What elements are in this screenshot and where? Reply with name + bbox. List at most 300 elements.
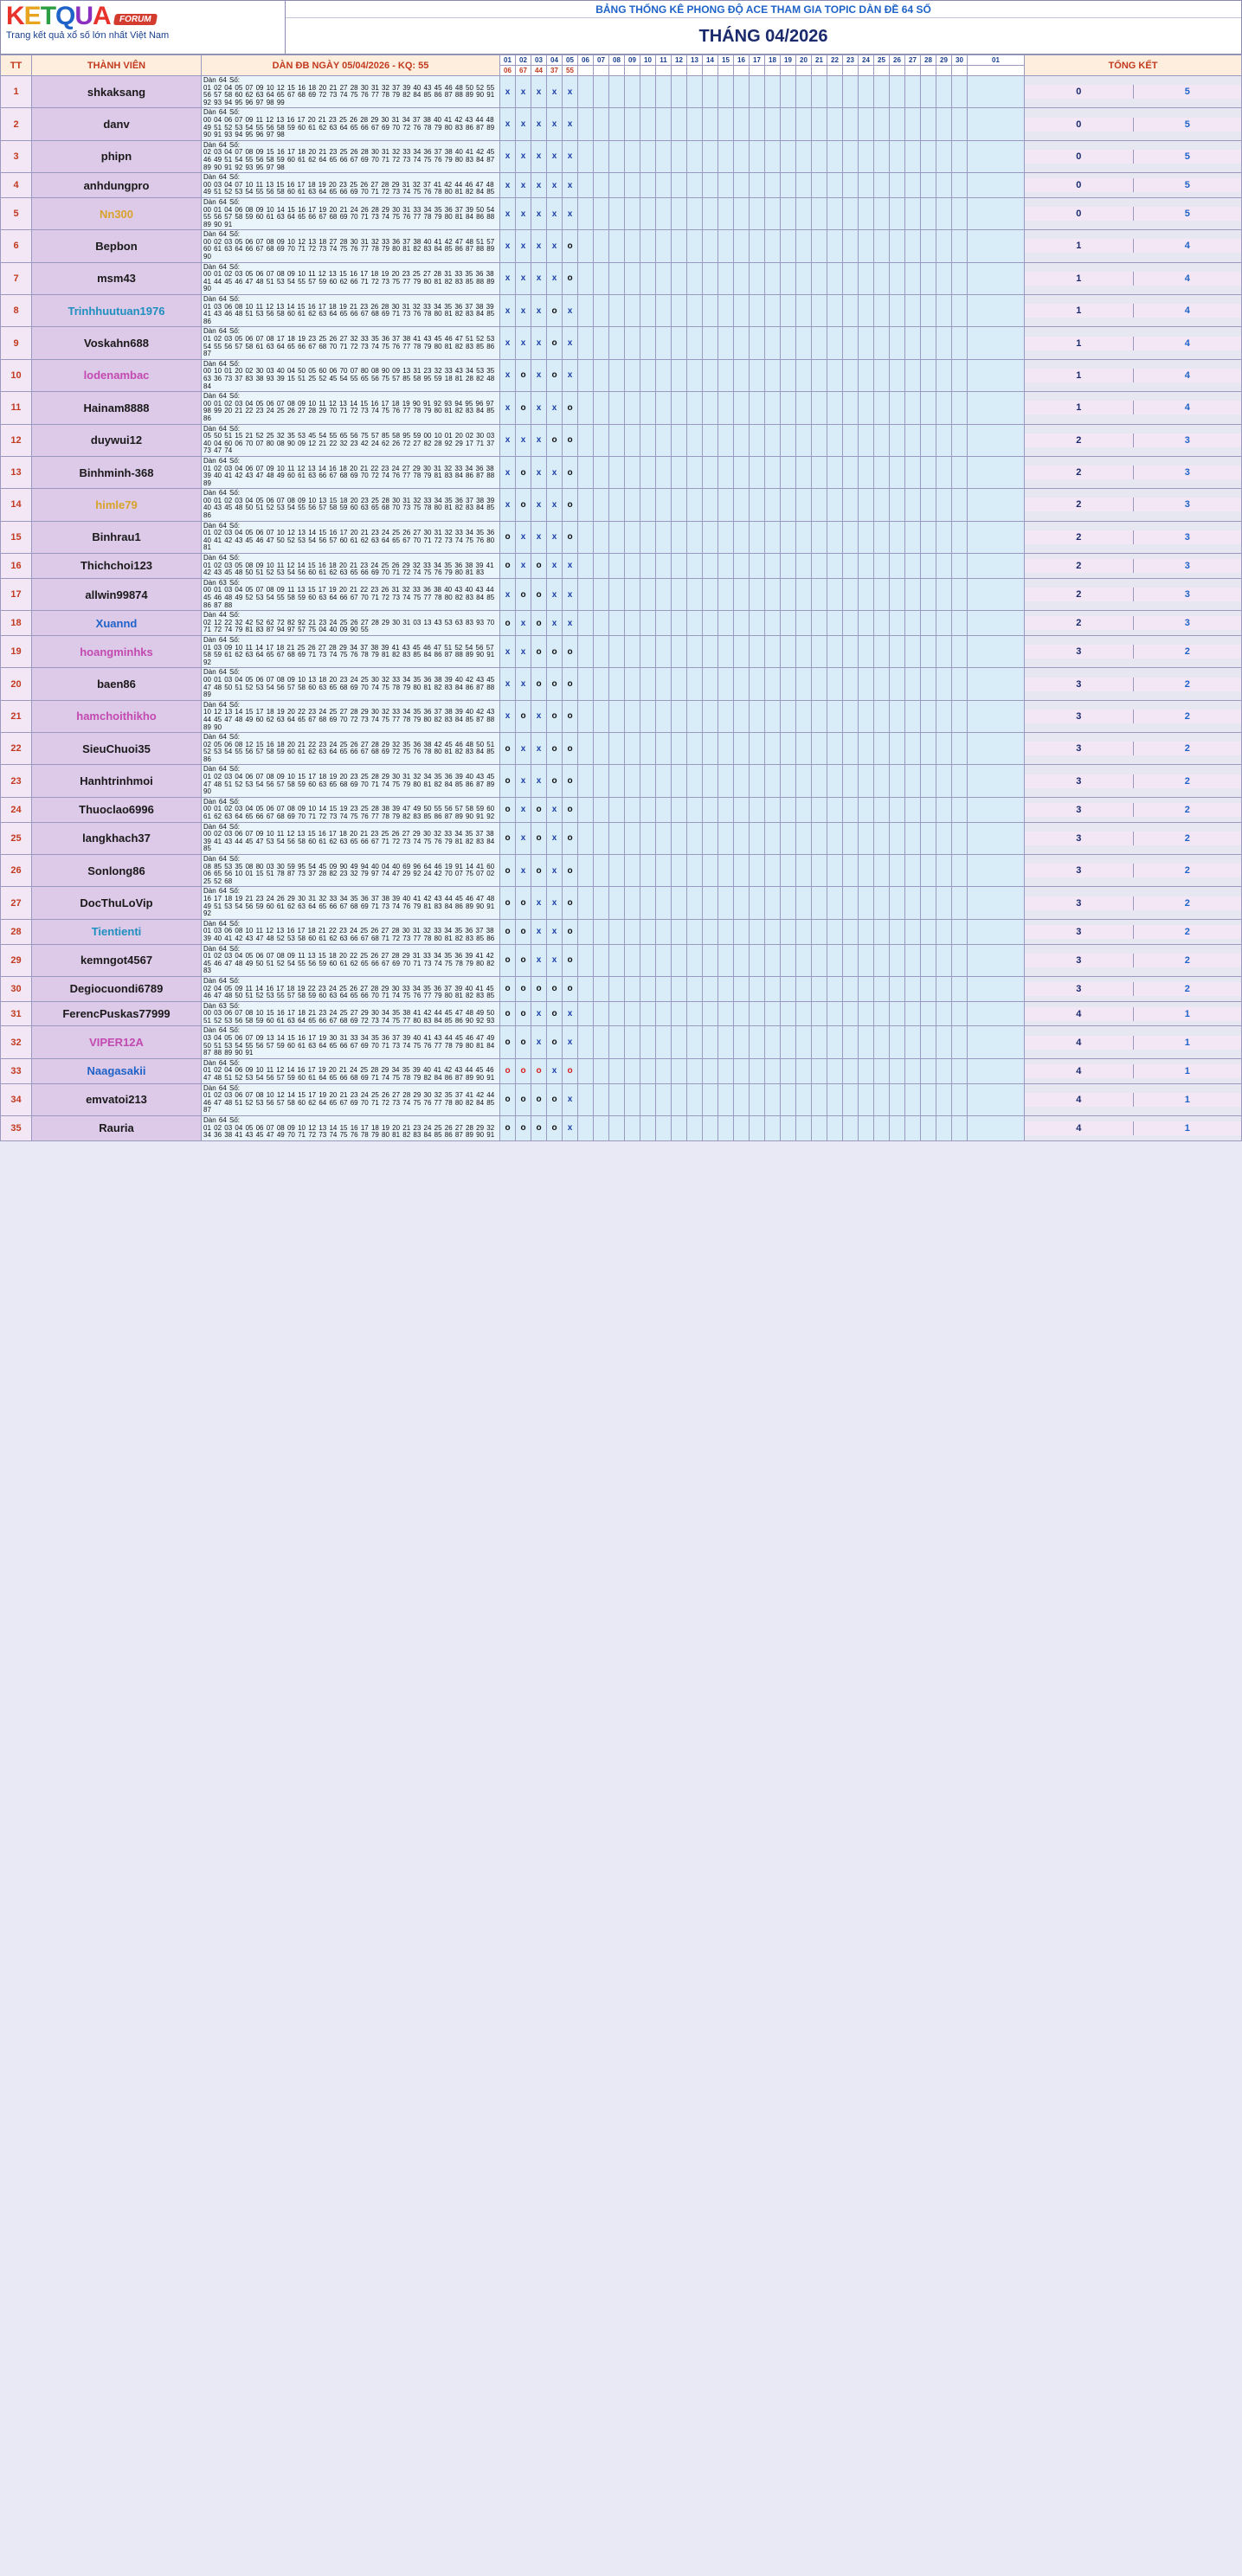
day-cell (859, 765, 874, 797)
day-cell (609, 1116, 625, 1141)
day-cell (672, 1001, 687, 1026)
member-name[interactable]: hoangminhks (32, 635, 202, 667)
member-name[interactable]: Voskahn688 (32, 327, 202, 359)
result-header (796, 66, 812, 76)
day-cell (609, 230, 625, 262)
day-cell (672, 327, 687, 359)
member-name[interactable]: shkaksang (32, 76, 202, 108)
day-cell: o (563, 489, 578, 521)
number-set-values: 00 03 06 07 08 10 15 16 17 18 21 23 24 25 27 29 30 34 35 38 41 42 44 45 47 48 49 50 51 52 53 56 58 59 60 61 63 64 65 66 67 68 69 72 73 74 75 77 80 83 84 85 86 90 92 93 (203, 1009, 495, 1025)
day-cell (859, 919, 874, 944)
member-name[interactable]: Nn300 (32, 197, 202, 229)
number-set-values: 01 02 03 04 05 06 07 08 09 11 13 15 18 20 22 25 26 27 28 29 31 33 34 35 36 39 41 42 45 46 47 48 49 50 51 52 54 55 56 59 60 61 62 65 66 67 69 70 71 73 74 75 78 79 80 82 83 (203, 952, 495, 975)
day-cell: o (547, 327, 563, 359)
day-header: 21 (812, 55, 827, 66)
day-cell (734, 424, 750, 456)
member-name[interactable]: duywui12 (32, 424, 202, 456)
day-cell (703, 855, 718, 887)
day-cell: x (531, 197, 547, 229)
day-cell (687, 489, 703, 521)
day-cell (921, 635, 936, 667)
day-cell (687, 944, 703, 976)
day-cell: x (516, 611, 531, 636)
day-cell (859, 295, 874, 327)
day-cell (578, 733, 594, 765)
number-set (202, 359, 500, 391)
day-cell (936, 578, 952, 610)
day-cell (750, 359, 765, 391)
day-cell (672, 1026, 687, 1058)
day-cell (609, 554, 625, 579)
day-cell (609, 262, 625, 294)
day-cell (594, 173, 609, 198)
day-cell (936, 456, 952, 488)
day-cell (968, 700, 1025, 732)
member-name[interactable]: Thuoclao6996 (32, 797, 202, 822)
result-header (812, 66, 827, 76)
day-cell (859, 733, 874, 765)
day-cell (952, 635, 968, 667)
day-cell (594, 855, 609, 887)
hit-count: 2 (1134, 896, 1242, 910)
day-cell (734, 700, 750, 732)
result-header (781, 66, 796, 76)
day-cell (874, 668, 890, 700)
day-cell: x (531, 456, 547, 488)
day-cell (936, 797, 952, 822)
day-cell (905, 108, 921, 140)
day-cell (812, 1058, 827, 1083)
day-cell (672, 230, 687, 262)
day-cell (936, 733, 952, 765)
hit-count: 2 (1134, 982, 1242, 996)
day-cell (609, 295, 625, 327)
number-set-values: 03 04 05 06 07 09 13 14 15 16 17 19 30 31 33 34 35 36 37 39 40 41 43 44 45 46 47 49 50 51 53 54 55 56 57 59 60 61 63 64 65 66 67 69 70 71 73 74 75 76 77 78 79 80 81 84 87 88 89 90 91 (203, 1034, 495, 1057)
day-cell: o (500, 765, 516, 797)
day-cell (843, 359, 859, 391)
day-cell (625, 230, 640, 262)
day-cell (827, 1058, 843, 1083)
day-cell: o (547, 359, 563, 391)
day-cell (687, 1026, 703, 1058)
day-cell (687, 635, 703, 667)
day-cell (718, 578, 734, 610)
day-cell: x (531, 489, 547, 521)
day-cell: x (500, 140, 516, 172)
row-index: 15 (1, 521, 32, 553)
day-cell (765, 668, 781, 700)
day-cell (812, 976, 827, 1001)
day-cell (812, 887, 827, 919)
day-cell (827, 822, 843, 854)
day-header: 08 (609, 55, 625, 66)
day-cell (796, 578, 812, 610)
day-cell (750, 521, 765, 553)
member-name[interactable]: Binhminh-368 (32, 456, 202, 488)
day-cell (578, 1116, 594, 1141)
day-cell (625, 976, 640, 1001)
day-cell (874, 797, 890, 822)
day-cell (781, 611, 796, 636)
day-cell (734, 765, 750, 797)
day-cell (625, 611, 640, 636)
member-name[interactable]: baen86 (32, 668, 202, 700)
day-cell (656, 855, 672, 887)
member-name[interactable]: himle79 (32, 489, 202, 521)
number-set-values: 01 02 03 04 05 06 07 10 12 13 14 15 16 17 20 21 23 24 25 26 27 30 31 32 33 34 35 36 40 41 42 43 45 46 47 50 52 53 54 56 57 60 61 62 63 64 65 67 70 71 72 73 74 75 76 80 81 (203, 529, 495, 552)
day-cell (921, 855, 936, 887)
page-root (0, 0, 1242, 1141)
day-cell (890, 173, 905, 198)
day-cell (843, 635, 859, 667)
day-cell (874, 76, 890, 108)
hit-count: 1 (1134, 1064, 1242, 1078)
day-cell (796, 765, 812, 797)
miss-count: 4 (1025, 1093, 1134, 1107)
day-cell (750, 197, 765, 229)
day-cell (656, 1083, 672, 1115)
row-index: 10 (1, 359, 32, 391)
member-name[interactable]: phipn (32, 140, 202, 172)
member-name[interactable]: Hainam8888 (32, 392, 202, 424)
day-cell (687, 521, 703, 553)
day-cell (936, 976, 952, 1001)
member-name[interactable]: Degiocuondi6789 (32, 976, 202, 1001)
day-cell: x (516, 822, 531, 854)
day-cell (890, 140, 905, 172)
day-cell: o (547, 976, 563, 1001)
member-name[interactable]: anhdungpro (32, 173, 202, 198)
day-cell (968, 197, 1025, 229)
number-set-values: 01 02 03 06 07 08 10 12 14 15 17 19 20 21 23 24 25 26 27 28 29 30 32 35 37 41 42 44 46 47 48 51 52 53 56 57 58 60 62 64 65 67 69 70 71 72 73 74 75 76 77 78 80 82 84 85 87 (203, 1091, 495, 1115)
day-header: 28 (921, 55, 936, 66)
day-cell: x (531, 262, 547, 294)
day-cell (796, 173, 812, 198)
day-cell (718, 456, 734, 488)
day-cell: x (516, 76, 531, 108)
logo-wordmark: KETQUA (6, 2, 111, 30)
day-cell (781, 262, 796, 294)
day-cell (812, 295, 827, 327)
result-header: 44 (531, 66, 547, 76)
day-cell (952, 822, 968, 854)
day-cell (672, 765, 687, 797)
day-cell (765, 919, 781, 944)
day-cell (687, 1116, 703, 1141)
member-name[interactable]: Rauria (32, 1116, 202, 1141)
day-cell (781, 765, 796, 797)
member-name[interactable]: VIPER12A (32, 1026, 202, 1058)
day-cell (656, 173, 672, 198)
day-cell (859, 359, 874, 391)
day-cell (921, 489, 936, 521)
day-cell (968, 521, 1025, 553)
day-cell (874, 295, 890, 327)
day-cell (750, 140, 765, 172)
day-cell (750, 295, 765, 327)
day-cell: x (531, 887, 547, 919)
member-name[interactable]: danv (32, 108, 202, 140)
number-set-label: Dàn 64 Số: (203, 140, 241, 149)
member-name[interactable]: allwin99874 (32, 578, 202, 610)
col-member: THÀNH VIÊN (32, 55, 202, 76)
day-cell (812, 578, 827, 610)
day-cell (936, 230, 952, 262)
miss-count: 4 (1025, 1007, 1134, 1021)
member-name[interactable]: Xuannd (32, 611, 202, 636)
member-name[interactable]: Bepbon (32, 230, 202, 262)
member-name[interactable]: Thichchoi123 (32, 554, 202, 579)
number-set-values: 10 12 13 14 15 17 18 19 20 22 23 24 25 27 28 29 30 32 33 34 35 36 37 38 39 40 42 43 44 45 47 48 49 60 62 63 64 65 67 68 69 70 72 73 74 75 77 78 79 80 82 83 84 85 87 88 89 90 (203, 708, 495, 731)
hit-count: 3 (1134, 588, 1242, 601)
result-header (718, 66, 734, 76)
day-cell (640, 822, 656, 854)
row-index: 27 (1, 887, 32, 919)
banner-title: BẢNG THỐNG KÊ PHONG ĐỘ ACE THAM GIA TOPIC DÀN ĐỀ 64 SỐ (286, 1, 1241, 18)
day-cell (921, 611, 936, 636)
day-cell (859, 668, 874, 700)
day-cell (718, 797, 734, 822)
day-cell (827, 295, 843, 327)
day-cell (874, 230, 890, 262)
member-name[interactable]: hamchoithikho (32, 700, 202, 732)
day-cell (827, 489, 843, 521)
day-cell (827, 855, 843, 887)
day-cell (578, 855, 594, 887)
total-cell (1025, 976, 1242, 1001)
number-set-label: Dàn 64 Số: (203, 521, 241, 530)
day-cell (578, 611, 594, 636)
day-cell (640, 262, 656, 294)
day-cell (968, 327, 1025, 359)
day-cell: o (500, 919, 516, 944)
day-cell (952, 262, 968, 294)
day-cell (609, 635, 625, 667)
day-cell (812, 424, 827, 456)
day-cell (812, 733, 827, 765)
day-cell (703, 456, 718, 488)
day-cell: o (500, 521, 516, 553)
number-set-label: Dàn 64 Số: (203, 76, 241, 84)
day-cell (718, 173, 734, 198)
number-set (202, 424, 500, 456)
day-cell: x (547, 140, 563, 172)
day-cell: x (547, 797, 563, 822)
number-set-label: Dàn 64 Số: (203, 944, 241, 953)
day-cell (672, 976, 687, 1001)
day-cell (734, 76, 750, 108)
day-cell (609, 197, 625, 229)
day-cell (609, 976, 625, 1001)
day-cell (703, 230, 718, 262)
day-cell (827, 456, 843, 488)
day-cell (827, 424, 843, 456)
number-set-label: Dàn 64 Số: (203, 733, 241, 742)
day-cell (594, 700, 609, 732)
day-cell (952, 919, 968, 944)
row-index: 5 (1, 197, 32, 229)
number-set (202, 197, 500, 229)
day-cell (734, 822, 750, 854)
day-cell (718, 359, 734, 391)
member-name[interactable]: Trinhhuutuan1976 (32, 295, 202, 327)
total-cell (1025, 327, 1242, 359)
day-cell: o (516, 456, 531, 488)
day-cell (594, 765, 609, 797)
day-cell: x (516, 230, 531, 262)
hit-count: 4 (1134, 369, 1242, 382)
day-cell (765, 197, 781, 229)
day-cell (859, 392, 874, 424)
day-cell: x (500, 173, 516, 198)
day-cell (843, 944, 859, 976)
day-cell (672, 668, 687, 700)
member-name[interactable]: msm43 (32, 262, 202, 294)
result-header (859, 66, 874, 76)
day-cell (859, 1058, 874, 1083)
day-cell (812, 230, 827, 262)
day-cell (672, 76, 687, 108)
miss-count: 1 (1025, 272, 1134, 286)
result-header (874, 66, 890, 76)
number-set (202, 887, 500, 919)
day-cell (672, 295, 687, 327)
day-cell (687, 327, 703, 359)
member-name[interactable]: Hanhtrinhmoi (32, 765, 202, 797)
member-name[interactable]: langkhach37 (32, 822, 202, 854)
result-header (656, 66, 672, 76)
member-name[interactable]: emvatoi213 (32, 1083, 202, 1115)
member-name[interactable]: Binhrau1 (32, 521, 202, 553)
day-cell (578, 700, 594, 732)
number-set-values: 02 05 06 08 12 15 16 18 20 21 22 23 24 25 26 27 28 29 32 35 36 38 42 45 46 48 50 51 52 53 54 55 56 57 58 59 60 61 62 63 64 65 66 67 68 69 72 75 76 78 80 81 82 83 84 85 86 (203, 740, 495, 763)
day-cell (703, 1026, 718, 1058)
result-header (734, 66, 750, 76)
day-cell (796, 1083, 812, 1115)
member-name[interactable]: DocThuLoVip (32, 887, 202, 919)
day-cell (859, 887, 874, 919)
day-cell: o (547, 700, 563, 732)
miss-count: 3 (1025, 864, 1134, 877)
day-cell (594, 230, 609, 262)
day-cell (796, 887, 812, 919)
day-cell (952, 521, 968, 553)
member-name[interactable]: SieuChuoi35 (32, 733, 202, 765)
day-cell (843, 1116, 859, 1141)
day-cell (640, 456, 656, 488)
hit-count: 4 (1134, 304, 1242, 318)
number-set (202, 1116, 500, 1141)
month-title: THÁNG 04/2026 (698, 27, 828, 46)
member-name[interactable]: lodenambac (32, 359, 202, 391)
day-cell (952, 976, 968, 1001)
day-cell (625, 76, 640, 108)
day-cell (796, 359, 812, 391)
day-cell (859, 611, 874, 636)
miss-count: 3 (1025, 742, 1134, 755)
day-cell (874, 108, 890, 140)
day-cell (765, 489, 781, 521)
day-cell (796, 197, 812, 229)
day-cell (687, 1083, 703, 1115)
day-cell (905, 1116, 921, 1141)
row-index: 6 (1, 230, 32, 262)
day-cell (687, 797, 703, 822)
member-name[interactable]: Sonlong86 (32, 855, 202, 887)
day-cell (765, 262, 781, 294)
day-cell: x (547, 76, 563, 108)
row-index: 24 (1, 797, 32, 822)
day-cell (687, 578, 703, 610)
day-cell (750, 700, 765, 732)
result-header (968, 66, 1025, 76)
miss-count: 4 (1025, 1121, 1134, 1135)
day-cell (905, 173, 921, 198)
day-cell: x (531, 733, 547, 765)
day-cell (609, 456, 625, 488)
day-cell (750, 1026, 765, 1058)
number-set-label: Dàn 64 Số: (203, 1116, 241, 1124)
day-cell (640, 230, 656, 262)
number-set (202, 765, 500, 797)
day-cell (672, 489, 687, 521)
day-cell (812, 919, 827, 944)
day-cell (921, 887, 936, 919)
day-cell (968, 359, 1025, 391)
day-cell (827, 919, 843, 944)
day-cell (750, 611, 765, 636)
miss-count: 3 (1025, 645, 1134, 658)
member-name[interactable]: Tientienti (32, 919, 202, 944)
day-cell (672, 822, 687, 854)
day-cell (781, 489, 796, 521)
day-cell (609, 392, 625, 424)
day-cell: x (516, 521, 531, 553)
day-cell (656, 140, 672, 172)
day-cell (905, 1058, 921, 1083)
number-set-label: Dàn 64 Số: (203, 976, 241, 985)
day-cell (968, 765, 1025, 797)
member-name[interactable]: FerencPuskas77999 (32, 1001, 202, 1026)
day-cell (921, 822, 936, 854)
day-cell (625, 173, 640, 198)
day-cell (609, 822, 625, 854)
day-cell (687, 173, 703, 198)
day-cell (578, 1083, 594, 1115)
day-cell (827, 1026, 843, 1058)
day-cell (672, 919, 687, 944)
member-name[interactable]: Naagasakii (32, 1058, 202, 1083)
day-cell (812, 262, 827, 294)
day-cell (796, 944, 812, 976)
total-cell (1025, 456, 1242, 488)
day-cell (765, 456, 781, 488)
day-cell (859, 976, 874, 1001)
day-cell (640, 295, 656, 327)
site-logo[interactable] (0, 0, 286, 55)
day-cell (890, 733, 905, 765)
day-cell (890, 76, 905, 108)
day-cell (640, 578, 656, 610)
day-header: 01 (500, 55, 516, 66)
day-cell (640, 855, 656, 887)
number-set-label: Dàn 64 Số: (203, 108, 241, 117)
number-set (202, 262, 500, 294)
row-index: 3 (1, 140, 32, 172)
day-cell (874, 359, 890, 391)
member-name[interactable]: kemngot4567 (32, 944, 202, 976)
number-set-label: Dàn 64 Số: (203, 635, 241, 644)
